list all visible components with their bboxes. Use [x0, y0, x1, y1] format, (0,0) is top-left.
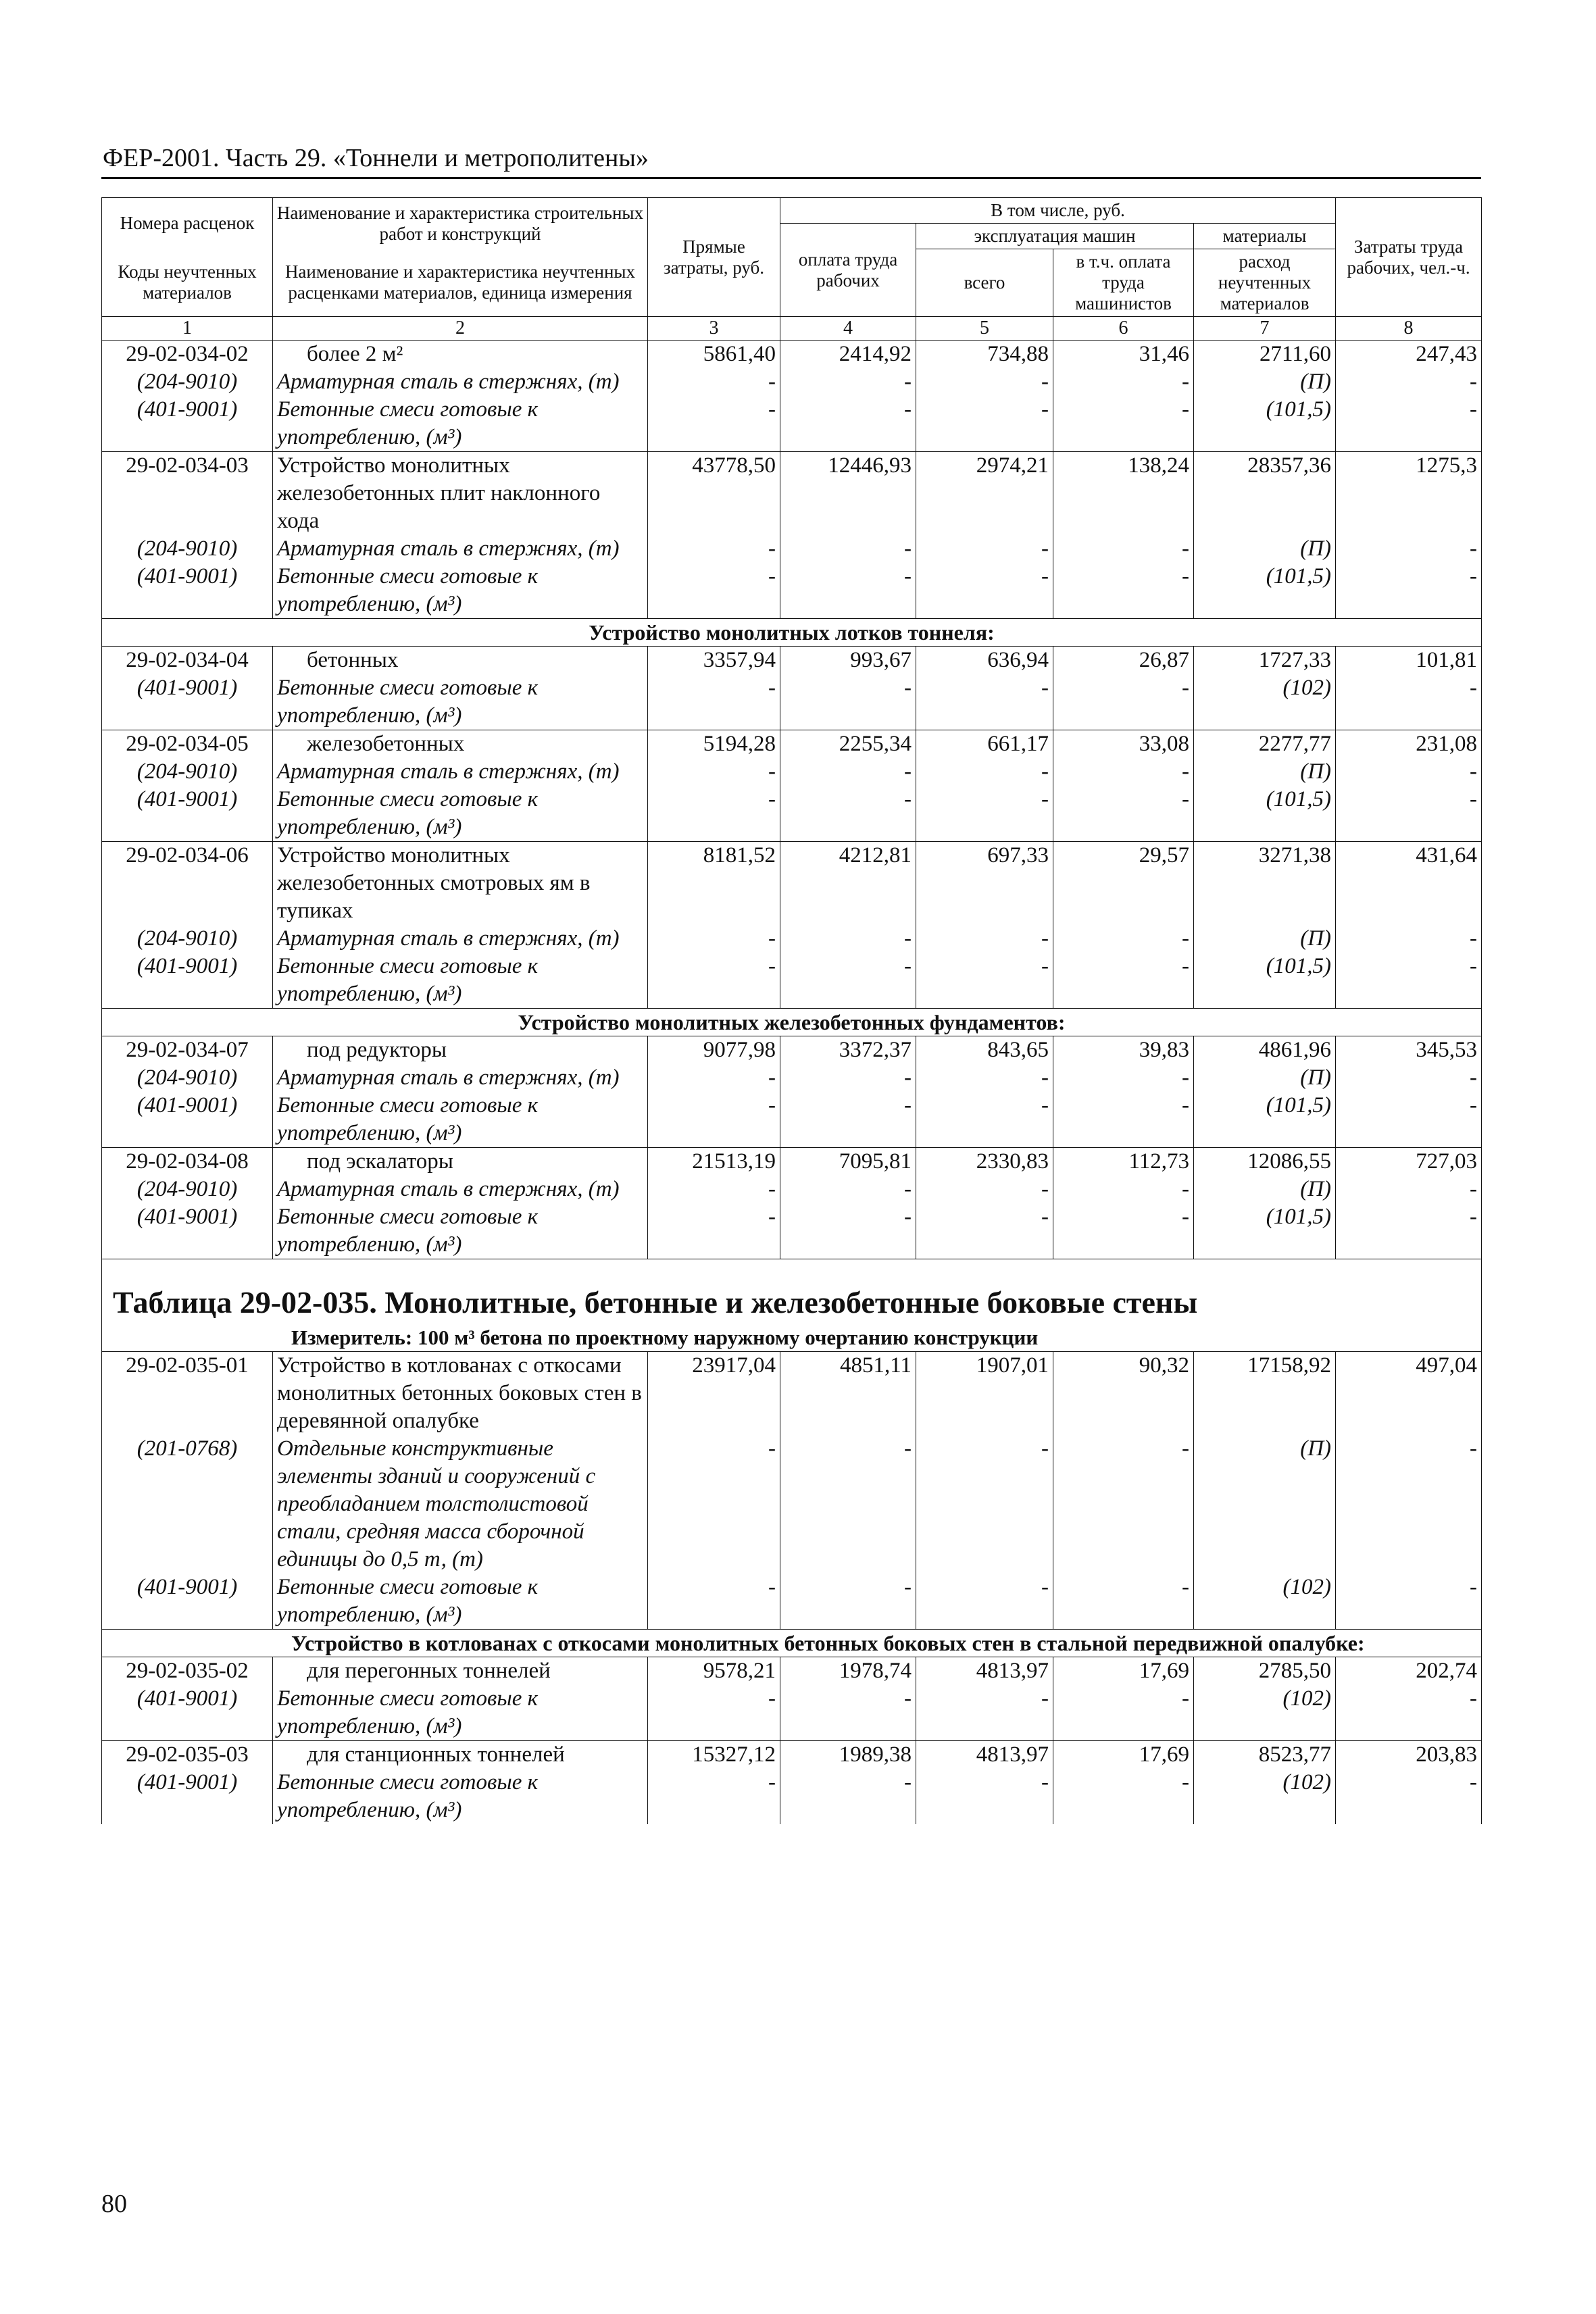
value-cell: - [1336, 953, 1482, 1009]
value-cell: (П) [1194, 925, 1336, 953]
rate-code: 29-02-034-08 [102, 1148, 273, 1176]
col-num: 8 [1336, 317, 1482, 341]
value-cell: - [916, 1574, 1053, 1630]
value-cell: 112,73 [1053, 1148, 1194, 1176]
work-name: для перегонных тоннелей [273, 1657, 648, 1686]
material-name: Арматурная сталь в стержнях, (т) [273, 925, 648, 953]
value-cell: - [1053, 758, 1194, 786]
material-row [102, 1092, 1482, 1148]
material-row [102, 535, 1482, 563]
rate-row [102, 1657, 1482, 1686]
col-header-pryamye: Прямые затраты, руб. [648, 198, 780, 317]
material-code: (204-9010) [102, 535, 273, 563]
table-caption-row [102, 1259, 1482, 1352]
value-cell: - [1336, 396, 1482, 452]
section-heading: Устройство в котлованах с откосами монолитных бетонных боковых стен в стальной передвижной опалубке: [102, 1630, 1482, 1657]
value-cell: - [648, 535, 780, 563]
value-cell: 231,08 [1336, 730, 1482, 759]
rate-code: 29-02-034-03 [102, 452, 273, 536]
value-cell: 1978,74 [780, 1657, 916, 1686]
value-cell: 90,32 [1053, 1352, 1194, 1436]
value-cell: 4813,97 [916, 1657, 1053, 1686]
value-cell: - [780, 1769, 916, 1824]
material-code: (401-9001) [102, 1092, 273, 1148]
value-cell: 138,24 [1053, 452, 1194, 536]
rate-row [102, 730, 1482, 759]
value-cell: - [648, 758, 780, 786]
value-cell: 3271,38 [1194, 842, 1336, 926]
work-name: Устройство в котлованах с откосами монолитных бетонных боковых стен в деревянной опалубке [273, 1352, 648, 1436]
material-code: (204-9010) [102, 758, 273, 786]
value-cell: - [648, 674, 780, 730]
value-cell: (102) [1194, 1685, 1336, 1741]
material-code: (201-0768) [102, 1435, 273, 1574]
rate-row [102, 647, 1482, 675]
value-cell: - [1053, 1092, 1194, 1148]
col-header-naim1: Наименование и характеристика строительных работ и конструкций [273, 198, 648, 249]
value-cell: - [1053, 1203, 1194, 1259]
material-row [102, 1203, 1482, 1259]
material-code: (401-9001) [102, 563, 273, 619]
table-body [102, 341, 1482, 1825]
value-cell: 23917,04 [648, 1352, 780, 1436]
value-cell: 636,94 [916, 647, 1053, 675]
material-row [102, 1574, 1482, 1630]
value-cell: - [780, 563, 916, 619]
value-cell: - [780, 758, 916, 786]
value-cell: 29,57 [1053, 842, 1194, 926]
value-cell: - [1336, 1064, 1482, 1092]
rate-code: 29-02-035-03 [102, 1741, 273, 1769]
value-cell: - [648, 925, 780, 953]
table-measure-unit: Измеритель: 100 м³ бетона по проектному наружному очертанию конструкции [291, 1326, 1039, 1349]
work-name: под редукторы [273, 1036, 648, 1065]
col-header-materialy: материалы [1194, 224, 1336, 249]
material-row [102, 1685, 1482, 1741]
col-header-rashod: расход неучтенных материалов [1194, 249, 1336, 317]
value-cell: 1907,01 [916, 1352, 1053, 1436]
value-cell: - [1336, 1685, 1482, 1741]
value-cell: - [1336, 1435, 1482, 1574]
value-cell: - [780, 535, 916, 563]
value-cell: (102) [1194, 1769, 1336, 1824]
material-name: Бетонные смеси готовые к употреблению, (м³) [273, 1685, 648, 1741]
rates-table [101, 197, 1482, 1824]
value-cell: 39,83 [1053, 1036, 1194, 1065]
material-name: Бетонные смеси готовые к употреблению, (м³) [273, 953, 648, 1009]
value-cell: - [780, 786, 916, 842]
value-cell: - [1053, 1685, 1194, 1741]
work-name: более 2 м² [273, 341, 648, 369]
col-num: 3 [648, 317, 780, 341]
value-cell: 2974,21 [916, 452, 1053, 536]
material-name: Арматурная сталь в стержнях, (т) [273, 535, 648, 563]
col-num: 2 [273, 317, 648, 341]
value-cell: - [1053, 535, 1194, 563]
material-name: Бетонные смеси готовые к употреблению, (м³) [273, 1092, 648, 1148]
value-cell: (П) [1194, 368, 1336, 396]
value-cell: - [1053, 1064, 1194, 1092]
value-cell: (101,5) [1194, 953, 1336, 1009]
material-code: (204-9010) [102, 1176, 273, 1203]
material-row [102, 1176, 1482, 1203]
value-cell: - [648, 1435, 780, 1574]
value-cell: - [1336, 1769, 1482, 1824]
rate-code: 29-02-034-02 [102, 341, 273, 369]
value-cell: 697,33 [916, 842, 1053, 926]
value-cell: (П) [1194, 1176, 1336, 1203]
value-cell: 17158,92 [1194, 1352, 1336, 1436]
value-cell: - [1053, 563, 1194, 619]
value-cell: 2330,83 [916, 1148, 1053, 1176]
material-name: Бетонные смеси готовые к употреблению, (м³) [273, 786, 648, 842]
value-cell: 2711,60 [1194, 341, 1336, 369]
value-cell: - [780, 1574, 916, 1630]
material-name: Арматурная сталь в стержнях, (т) [273, 1176, 648, 1203]
value-cell: - [1053, 1176, 1194, 1203]
value-cell: 202,74 [1336, 1657, 1482, 1686]
value-cell: (П) [1194, 1435, 1336, 1574]
value-cell: 345,53 [1336, 1036, 1482, 1065]
value-cell: (102) [1194, 674, 1336, 730]
rate-code: 29-02-035-01 [102, 1352, 273, 1436]
value-cell: - [916, 368, 1053, 396]
value-cell: - [1336, 1092, 1482, 1148]
value-cell: 2414,92 [780, 341, 916, 369]
value-cell: 2277,77 [1194, 730, 1336, 759]
rate-row [102, 341, 1482, 369]
material-code: (401-9001) [102, 953, 273, 1009]
value-cell: 1727,33 [1194, 647, 1336, 675]
value-cell: (П) [1194, 1064, 1336, 1092]
material-code: (401-9001) [102, 786, 273, 842]
value-cell: - [1053, 674, 1194, 730]
material-row [102, 1064, 1482, 1092]
value-cell: 7095,81 [780, 1148, 916, 1176]
col-header-naim2: Наименование и характеристика неучтенных расценками материалов, единица измерения [273, 249, 648, 317]
value-cell: - [916, 1203, 1053, 1259]
value-cell: - [780, 1092, 916, 1148]
value-cell: - [1336, 535, 1482, 563]
value-cell: - [916, 758, 1053, 786]
material-row [102, 396, 1482, 452]
value-cell: - [780, 1203, 916, 1259]
value-cell: - [648, 786, 780, 842]
col-header-kody: Коды неучтенных материалов [102, 249, 273, 317]
value-cell: - [648, 1092, 780, 1148]
value-cell: - [916, 786, 1053, 842]
value-cell: 9578,21 [648, 1657, 780, 1686]
material-code: (401-9001) [102, 1769, 273, 1824]
rate-row [102, 1036, 1482, 1065]
col-header-ekspl: эксплуатация машин [916, 224, 1194, 249]
value-cell: 12086,55 [1194, 1148, 1336, 1176]
material-name: Арматурная сталь в стержнях, (т) [273, 758, 648, 786]
rate-row [102, 1148, 1482, 1176]
value-cell: (П) [1194, 535, 1336, 563]
value-cell: - [1336, 758, 1482, 786]
material-row [102, 563, 1482, 619]
value-cell: 203,83 [1336, 1741, 1482, 1769]
value-cell: 247,43 [1336, 341, 1482, 369]
value-cell: - [1053, 1574, 1194, 1630]
material-row [102, 1435, 1482, 1574]
value-cell: 2785,50 [1194, 1657, 1336, 1686]
value-cell: - [1336, 368, 1482, 396]
value-cell: - [1053, 925, 1194, 953]
col-num: 1 [102, 317, 273, 341]
value-cell: 17,69 [1053, 1741, 1194, 1769]
work-name: железобетонных [273, 730, 648, 759]
value-cell: - [916, 1769, 1053, 1824]
value-cell: - [1336, 786, 1482, 842]
value-cell: 21513,19 [648, 1148, 780, 1176]
value-cell: 5861,40 [648, 341, 780, 369]
value-cell: - [780, 1176, 916, 1203]
value-cell: - [916, 953, 1053, 1009]
value-cell: 734,88 [916, 341, 1053, 369]
material-name: Отдельные конструктивные элементы зданий и сооружений с преобладанием толстолистовой стали, средняя масса сборочной единицы до 0,5 т, (т) [273, 1435, 648, 1574]
page-number: 80 [101, 2190, 127, 2218]
value-cell: - [916, 1685, 1053, 1741]
col-header-nomera: Номера расценок [102, 198, 273, 249]
section-heading-row [102, 619, 1482, 647]
value-cell: 101,81 [1336, 647, 1482, 675]
material-row [102, 1769, 1482, 1824]
value-cell: 5194,28 [648, 730, 780, 759]
material-name: Бетонные смеси готовые к употреблению, (м³) [273, 563, 648, 619]
value-cell: 28357,36 [1194, 452, 1336, 536]
value-cell: - [780, 396, 916, 452]
section-heading: Устройство монолитных лотков тоннеля: [102, 619, 1482, 647]
header-rule [101, 177, 1481, 179]
rate-row [102, 1741, 1482, 1769]
material-row [102, 953, 1482, 1009]
rate-code: 29-02-035-02 [102, 1657, 273, 1686]
material-code: (204-9010) [102, 1064, 273, 1092]
value-cell: 31,46 [1053, 341, 1194, 369]
value-cell: - [1336, 1574, 1482, 1630]
value-cell: - [916, 535, 1053, 563]
value-cell: 3372,37 [780, 1036, 916, 1065]
value-cell: 4851,11 [780, 1352, 916, 1436]
material-name: Бетонные смеси готовые к употреблению, (м³) [273, 396, 648, 452]
material-name: Арматурная сталь в стержнях, (т) [273, 1064, 648, 1092]
col-header-vtom: В том числе, руб. [780, 198, 1336, 224]
col-header-zatraty: Затраты труда рабочих, чел.-ч. [1336, 198, 1482, 317]
rate-row [102, 1352, 1482, 1436]
rates-table-container [101, 197, 1481, 1824]
value-cell: - [916, 563, 1053, 619]
value-cell: - [648, 1176, 780, 1203]
value-cell: (101,5) [1194, 563, 1336, 619]
value-cell: 843,65 [916, 1036, 1053, 1065]
value-cell: 431,64 [1336, 842, 1482, 926]
material-row [102, 674, 1482, 730]
value-cell: 727,03 [1336, 1148, 1482, 1176]
value-cell: - [1053, 1435, 1194, 1574]
value-cell: - [648, 1574, 780, 1630]
material-code: (401-9001) [102, 396, 273, 452]
value-cell: 33,08 [1053, 730, 1194, 759]
value-cell: - [1336, 1176, 1482, 1203]
material-name: Бетонные смеси готовые к употреблению, (м³) [273, 1574, 648, 1630]
material-name: Бетонные смеси готовые к употреблению, (м³) [273, 674, 648, 730]
work-name: для станционных тоннелей [273, 1741, 648, 1769]
material-name: Бетонные смеси готовые к употреблению, (м³) [273, 1769, 648, 1824]
value-cell: - [648, 396, 780, 452]
rate-code: 29-02-034-06 [102, 842, 273, 926]
rate-row [102, 452, 1482, 536]
value-cell: 26,87 [1053, 647, 1194, 675]
value-cell: - [780, 1685, 916, 1741]
col-header-vsego: всего [916, 249, 1053, 317]
material-code: (401-9001) [102, 1203, 273, 1259]
value-cell: (П) [1194, 758, 1336, 786]
rate-row [102, 842, 1482, 926]
value-cell: 1989,38 [780, 1741, 916, 1769]
value-cell: - [916, 674, 1053, 730]
value-cell: 12446,93 [780, 452, 916, 536]
value-cell: - [1053, 396, 1194, 452]
material-row [102, 758, 1482, 786]
rate-code: 29-02-034-04 [102, 647, 273, 675]
col-num: 6 [1053, 317, 1194, 341]
table-head [102, 198, 1482, 341]
value-cell: 17,69 [1053, 1657, 1194, 1686]
value-cell: - [648, 1203, 780, 1259]
material-row [102, 786, 1482, 842]
value-cell: - [1053, 786, 1194, 842]
value-cell: - [780, 674, 916, 730]
rate-code: 29-02-034-05 [102, 730, 273, 759]
value-cell: - [1053, 368, 1194, 396]
material-code: (204-9010) [102, 925, 273, 953]
page-header: ФЕР-2001. Часть 29. «Тоннели и метрополитены» [103, 144, 649, 172]
section-heading-row [102, 1630, 1482, 1657]
section-heading-row [102, 1009, 1482, 1036]
value-cell: 993,67 [780, 647, 916, 675]
value-cell: 43778,50 [648, 452, 780, 536]
value-cell: (101,5) [1194, 396, 1336, 452]
material-code: (204-9010) [102, 368, 273, 396]
work-name: под эскалаторы [273, 1148, 648, 1176]
value-cell: 661,17 [916, 730, 1053, 759]
value-cell: - [648, 1769, 780, 1824]
value-cell: - [648, 1685, 780, 1741]
material-code: (401-9001) [102, 1574, 273, 1630]
value-cell: - [1053, 953, 1194, 1009]
value-cell: 8181,52 [648, 842, 780, 926]
col-num: 5 [916, 317, 1053, 341]
value-cell: - [780, 1435, 916, 1574]
value-cell: 8523,77 [1194, 1741, 1336, 1769]
value-cell: 15327,12 [648, 1741, 780, 1769]
value-cell: - [648, 953, 780, 1009]
value-cell: (102) [1194, 1574, 1336, 1630]
value-cell: - [916, 1176, 1053, 1203]
value-cell: - [780, 1064, 916, 1092]
material-row [102, 925, 1482, 953]
value-cell: 3357,94 [648, 647, 780, 675]
work-name: бетонных [273, 647, 648, 675]
value-cell: 9077,98 [648, 1036, 780, 1065]
value-cell: 4813,97 [916, 1741, 1053, 1769]
rate-code: 29-02-034-07 [102, 1036, 273, 1065]
value-cell: - [780, 953, 916, 1009]
value-cell: 4212,81 [780, 842, 916, 926]
value-cell: - [916, 925, 1053, 953]
col-num: 4 [780, 317, 916, 341]
value-cell: - [780, 925, 916, 953]
value-cell: - [648, 368, 780, 396]
material-name: Бетонные смеси готовые к употреблению, (м³) [273, 1203, 648, 1259]
value-cell: - [780, 368, 916, 396]
material-row [102, 368, 1482, 396]
value-cell: 1275,3 [1336, 452, 1482, 536]
column-number-row [102, 317, 1482, 341]
value-cell: 2255,34 [780, 730, 916, 759]
value-cell: - [916, 1435, 1053, 1574]
value-cell: - [916, 1092, 1053, 1148]
col-num: 7 [1194, 317, 1336, 341]
value-cell: - [916, 1064, 1053, 1092]
value-cell: 497,04 [1336, 1352, 1482, 1436]
value-cell: - [1053, 1769, 1194, 1824]
work-name: Устройство монолитных железобетонных смотровых ям в тупиках [273, 842, 648, 926]
value-cell: - [1336, 1203, 1482, 1259]
value-cell: (101,5) [1194, 1092, 1336, 1148]
value-cell: (101,5) [1194, 786, 1336, 842]
value-cell: - [648, 563, 780, 619]
value-cell: 4861,96 [1194, 1036, 1336, 1065]
section-heading: Устройство монолитных железобетонных фундаментов: [102, 1009, 1482, 1036]
material-code: (401-9001) [102, 674, 273, 730]
value-cell: - [1336, 674, 1482, 730]
work-name: Устройство монолитных железобетонных плит наклонного хода [273, 452, 648, 536]
value-cell: - [916, 396, 1053, 452]
material-code: (401-9001) [102, 1685, 273, 1741]
material-name: Арматурная сталь в стержнях, (т) [273, 368, 648, 396]
col-header-vtch: в т.ч. оплата труда машинистов [1053, 249, 1194, 317]
value-cell: (101,5) [1194, 1203, 1336, 1259]
col-header-oplata: оплата труда рабочих [780, 224, 916, 317]
value-cell: - [1336, 925, 1482, 953]
table-title: Таблица 29-02-035. Монолитные, бетонные и железобетонные боковые стены [113, 1285, 1198, 1319]
value-cell: - [648, 1064, 780, 1092]
value-cell: - [1336, 563, 1482, 619]
